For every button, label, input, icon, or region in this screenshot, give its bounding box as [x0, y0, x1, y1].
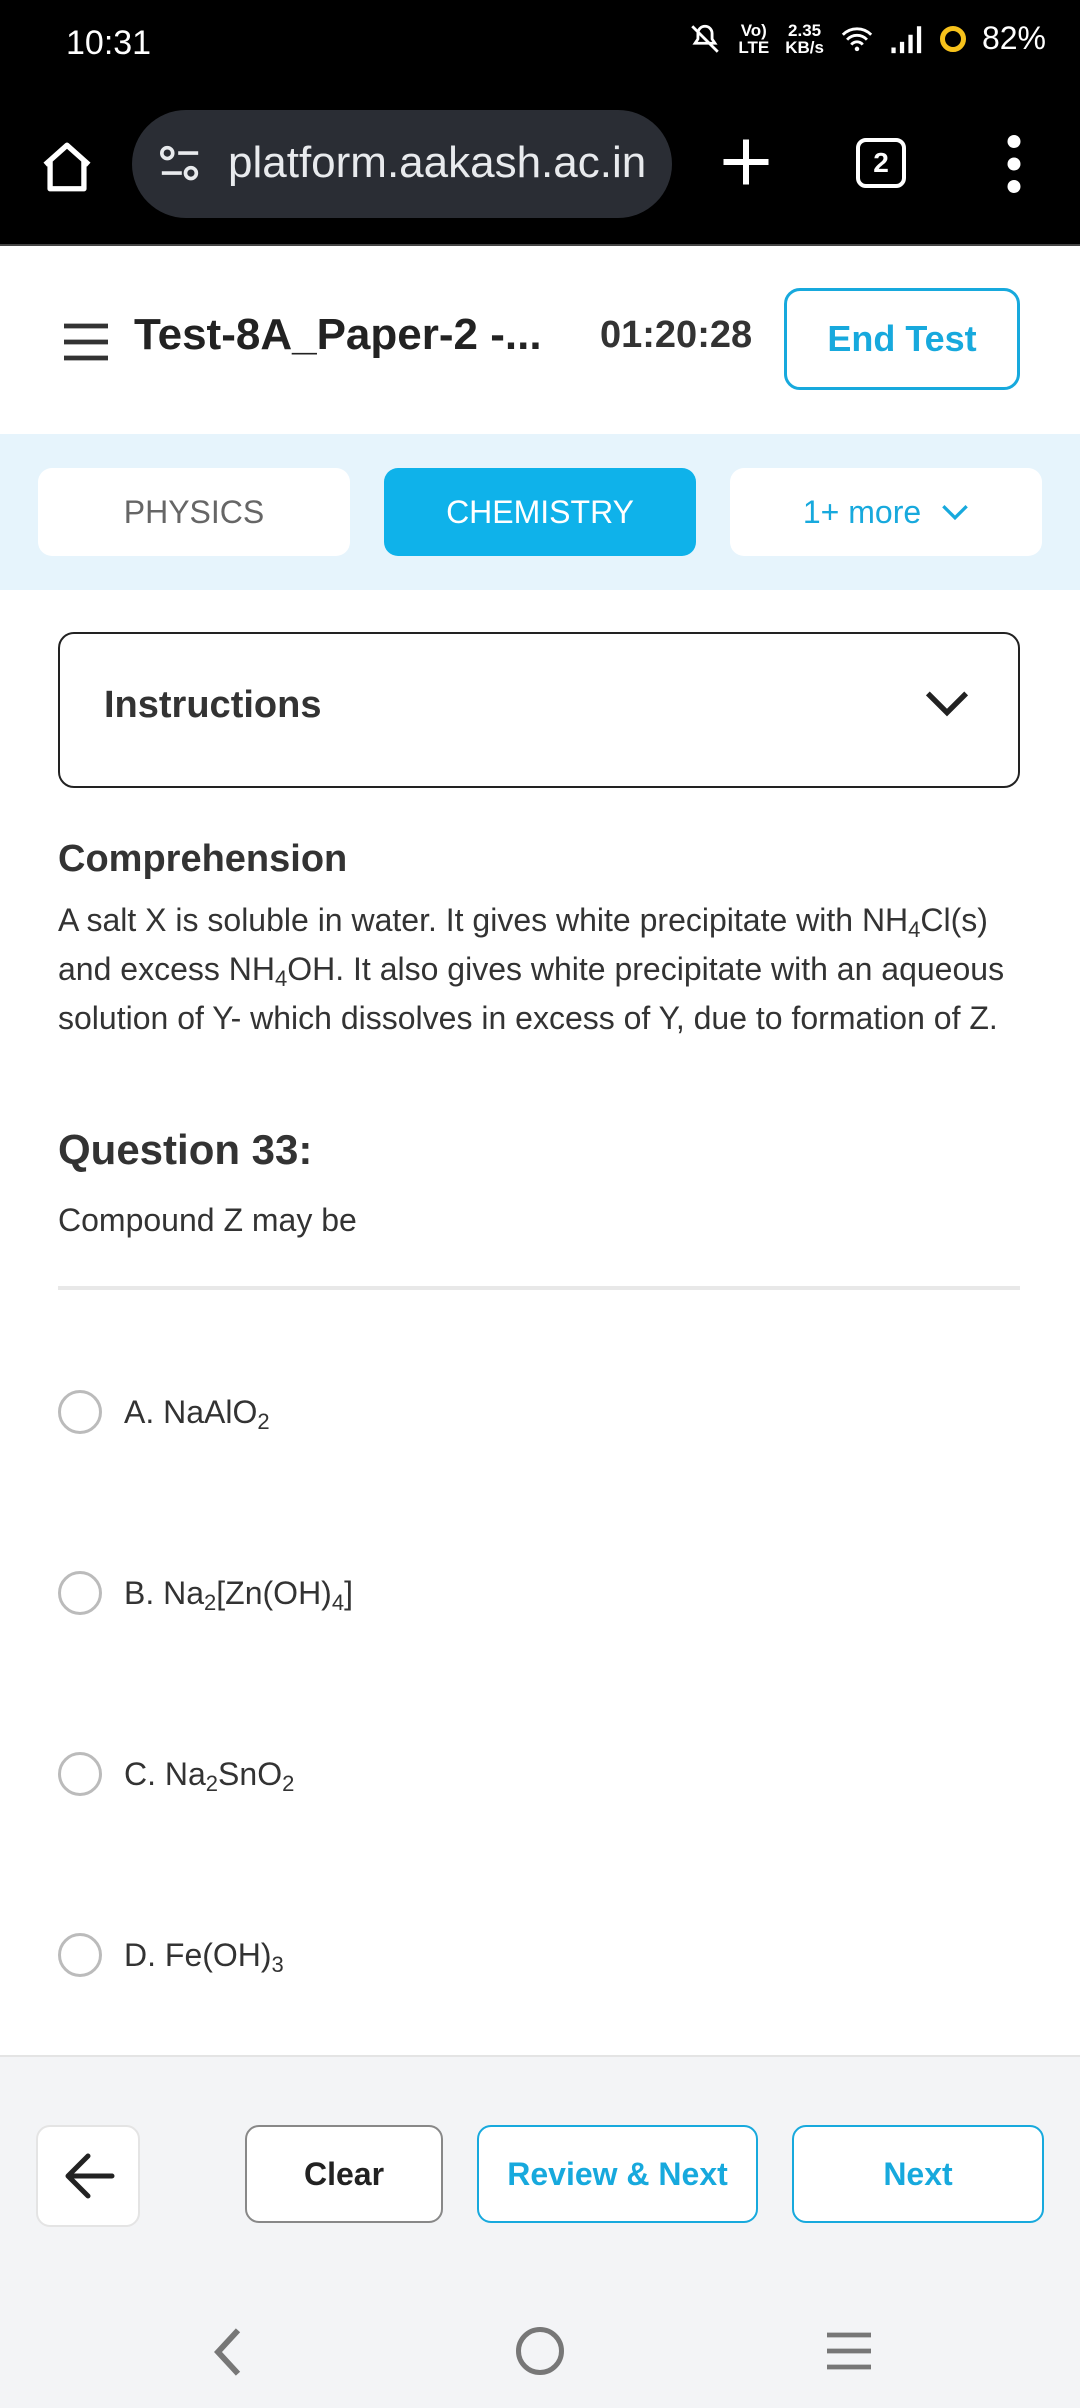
end-test-button[interactable]: End Test [784, 288, 1020, 390]
radio-button[interactable] [58, 1752, 102, 1796]
new-tab-icon[interactable] [716, 132, 776, 192]
action-bar [0, 2055, 1080, 2295]
tab-physics[interactable]: PHYSICS [38, 468, 350, 556]
tab-more[interactable] [730, 468, 1042, 556]
tab-more-label: 1+ more [802, 493, 922, 530]
radio-button[interactable] [58, 1571, 102, 1615]
nav-home-icon[interactable] [516, 2327, 564, 2375]
instructions-accordion[interactable] [58, 632, 1020, 788]
url-text[interactable]: platform.aakash.ac.in [228, 138, 647, 187]
test-timer: 01:20:28 [600, 314, 753, 356]
question-text: Compound Z may be [58, 1202, 357, 1238]
test-header [0, 244, 1080, 434]
divider [58, 1286, 1020, 1290]
test-title: Test-8A_Paper-2 -... [134, 310, 542, 359]
home-icon[interactable] [38, 138, 96, 196]
clear-button[interactable]: Clear [245, 2125, 443, 2223]
option-label: B. $Na_2[Zn(OH)_4]$ [124, 1574, 353, 1615]
more-vert-icon[interactable] [996, 134, 1032, 194]
option-a[interactable] [58, 1372, 1018, 1452]
subject-tabs [0, 434, 1080, 590]
comprehension-title: Comprehension [58, 838, 348, 880]
previous-button[interactable] [36, 2125, 140, 2227]
option-label: A. NaAlO$_2$ [124, 1393, 270, 1434]
site-settings-icon[interactable] [158, 144, 202, 184]
instructions-label: Instructions [104, 684, 322, 726]
wifi-icon [840, 24, 874, 54]
nav-back-icon[interactable] [208, 2327, 248, 2377]
browser-toolbar [0, 88, 1080, 244]
signal-icon [890, 24, 924, 54]
tab-chemistry[interactable]: CHEMISTRY [384, 468, 696, 556]
arrow-left-icon [38, 2127, 142, 2225]
status-time: 10:31 [66, 24, 152, 62]
review-next-button[interactable]: Review & Next [477, 2125, 758, 2223]
question-number: Question 33: [58, 1126, 313, 1173]
radio-button[interactable] [58, 1933, 102, 1977]
hamburger-menu-icon[interactable] [62, 322, 110, 362]
option-b[interactable] [58, 1553, 1018, 1633]
option-d[interactable] [58, 1915, 1018, 1995]
option-label: C. $Na_2SnO_2$ [124, 1755, 295, 1796]
status-bar [0, 0, 1080, 88]
network-type: Vo) LTE [738, 20, 770, 57]
network-speed: 2.35 KB/s [785, 20, 824, 57]
nav-menu-icon[interactable] [824, 2331, 874, 2371]
address-bar[interactable] [132, 110, 672, 218]
status-icons [688, 20, 1046, 57]
chevron-down-icon[interactable] [924, 688, 970, 718]
system-nav-bar [0, 2295, 1080, 2408]
option-label: D. $Fe(OH)_3$ [124, 1936, 284, 1977]
question-panel [0, 590, 1080, 2055]
mute-bell-icon [688, 22, 722, 56]
option-c[interactable] [58, 1734, 1018, 1814]
battery-level: 82% [981, 20, 1046, 56]
radio-button[interactable] [58, 1390, 102, 1434]
chevron-down-icon [941, 503, 969, 521]
battery-icon [940, 26, 966, 52]
tab-switcher-button[interactable]: 2 [856, 138, 906, 188]
next-button[interactable]: Next [792, 2125, 1044, 2223]
comprehension-text: A salt X is soluble in water. It gives white precipitate with $NH_4Cl(s)$ and excess $NH_4OH$. It also gives white precipitate with an aqueous solution of Y- which dissolves in excess of Y, due to formation of Z. [58, 902, 1005, 1036]
